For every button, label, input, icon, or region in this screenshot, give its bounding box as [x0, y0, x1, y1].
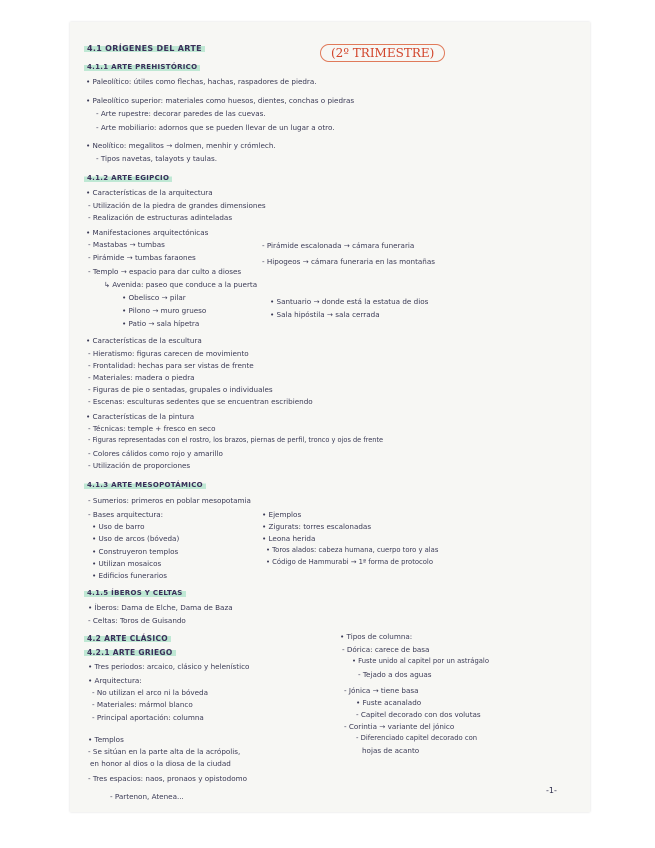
text-line: - Arte mobiliario: adornos que se pueden llevar de un lugar a otro.: [96, 123, 335, 132]
text-line: - Jónica → tiene basa: [344, 686, 419, 695]
text-line: • Íberos: Dama de Elche, Dama de Baza: [88, 603, 233, 612]
text-line: - Diferenciado capitel decorado con: [356, 734, 478, 742]
section-heading-iberians: 4.1.5 ÍBEROS Y CELTAS: [84, 589, 186, 598]
text-line: • Uso de arcos (bóveda): [92, 534, 180, 543]
text-line: - Sumerios: primeros en poblar mesopotamia: [88, 496, 251, 505]
text-line: • Zigurats: torres escalonadas: [262, 522, 372, 531]
text-line: • Uso de barro: [92, 522, 145, 531]
text-line: - Realización de estructuras adinteladas: [88, 213, 233, 222]
section-heading-classic: 4.2 ARTE CLÁSICO: [84, 634, 171, 643]
text-line: - Escenas: esculturas sedentes que se encuentran escribiendo: [88, 397, 313, 406]
section-heading-prehistoric: 4.1.1 ARTE PREHISTÓRICO: [84, 63, 200, 72]
text-line: - Técnicas: temple + fresco en seco: [88, 424, 216, 433]
text-line: • Construyeron templos: [92, 547, 179, 556]
section-heading-greek: 4.2.1 ARTE GRIEGO: [84, 648, 176, 657]
text-line: - Bases arquitectura:: [88, 510, 164, 519]
text-line: - No utilizan el arco ni la bóveda: [92, 688, 208, 697]
text-line: - Figuras representadas con el rostro, los brazos, piernas de perfil, tronco y ojos de frente: [88, 436, 384, 444]
text-line: • Paleolítico superior: materiales como huesos, dientes, conchas o piedras: [86, 96, 355, 105]
text-line: • Arquitectura:: [88, 676, 142, 685]
text-line: - Corintia → variante del jónico: [344, 722, 455, 731]
text-line: • Toros alados: cabeza humana, cuerpo toro y alas: [266, 546, 439, 554]
page-title: 4.1 ORÍGENES DEL ARTE: [84, 44, 205, 53]
text-line: • Tipos de columna:: [340, 632, 413, 641]
section-heading-mesopotamia: 4.1.3 ARTE MESOPOTÁMICO: [84, 481, 206, 490]
page-number: -1-: [546, 786, 557, 795]
text-line: - Celtas: Toros de Guisando: [88, 616, 186, 625]
text-line: - Colores cálidos como rojo y amarillo: [88, 449, 223, 458]
text-line: - Dórica: carece de basa: [342, 645, 430, 654]
text-line: • Pilono → muro grueso: [122, 306, 207, 315]
text-line: - Frontalidad: hechas para ser vistas de frente: [88, 361, 254, 370]
text-line: • Características de la pintura: [86, 412, 195, 421]
text-line: - Hipogeos → cámara funeraria en las montañas: [262, 257, 436, 266]
text-line: - Capitel decorado con dos volutas: [356, 710, 481, 719]
text-line: • Tres periodos: arcaico, clásico y helenístico: [88, 662, 250, 671]
text-line: • Paleolítico: útiles como flechas, hachas, raspadores de piedra.: [86, 77, 317, 86]
text-line: - Arte rupestre: decorar paredes de las cuevas.: [96, 109, 266, 118]
text-line: • Obelisco → pilar: [122, 293, 186, 302]
text-line: - Materiales: madera o piedra: [88, 373, 195, 382]
text-line: en honor al dios o la diosa de la ciudad: [90, 759, 231, 768]
text-line: • Fuste unido al capitel por un astrágalo: [352, 657, 489, 665]
text-line: - Tejado a dos aguas: [358, 670, 432, 679]
text-line: - Utilización de proporciones: [88, 461, 191, 470]
text-line: • Fuste acanalado: [356, 698, 422, 707]
text-line: - Se sitúan en la parte alta de la acrópolis,: [88, 747, 241, 756]
text-line: - Partenon, Atenea...: [110, 792, 184, 801]
text-line: hojas de acanto: [362, 746, 420, 755]
text-line: • Manifestaciones arquitectónicas: [86, 228, 209, 237]
text-line: - Pirámide → tumbas faraones: [88, 253, 196, 262]
text-line: • Sala hipóstila → sala cerrada: [270, 310, 380, 319]
text-line: - Mastabas → tumbas: [88, 240, 165, 249]
text-line: - Utilización de la piedra de grandes dimensiones: [88, 201, 266, 210]
text-line: - Figuras de pie o sentadas, grupales o individuales: [88, 385, 273, 394]
text-line: - Hieratismo: figuras carecen de movimiento: [88, 349, 249, 358]
text-line: • Ejemplos: [262, 510, 302, 519]
text-line: • Características de la arquitectura: [86, 188, 213, 197]
text-line: - Materiales: mármol blanco: [92, 700, 193, 709]
text-line: - Tres espacios: naos, pronaos y opistodomo: [88, 774, 248, 783]
text-line: - Principal aportación: columna: [92, 713, 204, 722]
text-line: • Código de Hammurabi → 1ª forma de protocolo: [266, 558, 433, 566]
text-line: - Tipos navetas, talayots y taulas.: [96, 154, 218, 163]
text-line: • Neolítico: megalitos → dolmen, menhir y crómlech.: [86, 141, 276, 150]
text-line: - Pirámide escalonada → cámara funeraria: [262, 241, 415, 250]
text-line: ↳ Avenida: paseo que conduce a la puerta: [104, 280, 258, 289]
term-badge: (2º TRIMESTRE): [320, 44, 445, 62]
text-line: • Edificios funerarios: [92, 571, 168, 580]
text-line: • Santuario → donde está la estatua de dios: [270, 297, 429, 306]
text-line: • Utilizan mosaicos: [92, 559, 162, 568]
text-line: • Leona herida: [262, 534, 316, 543]
section-heading-egypt: 4.1.2 ARTE EGIPCIO: [84, 174, 172, 183]
text-line: - Templo → espacio para dar culto a dioses: [88, 267, 242, 276]
text-line: • Patio → sala hípetra: [122, 319, 200, 328]
text-line: • Características de la escultura: [86, 336, 202, 345]
text-line: • Templos: [88, 735, 124, 744]
